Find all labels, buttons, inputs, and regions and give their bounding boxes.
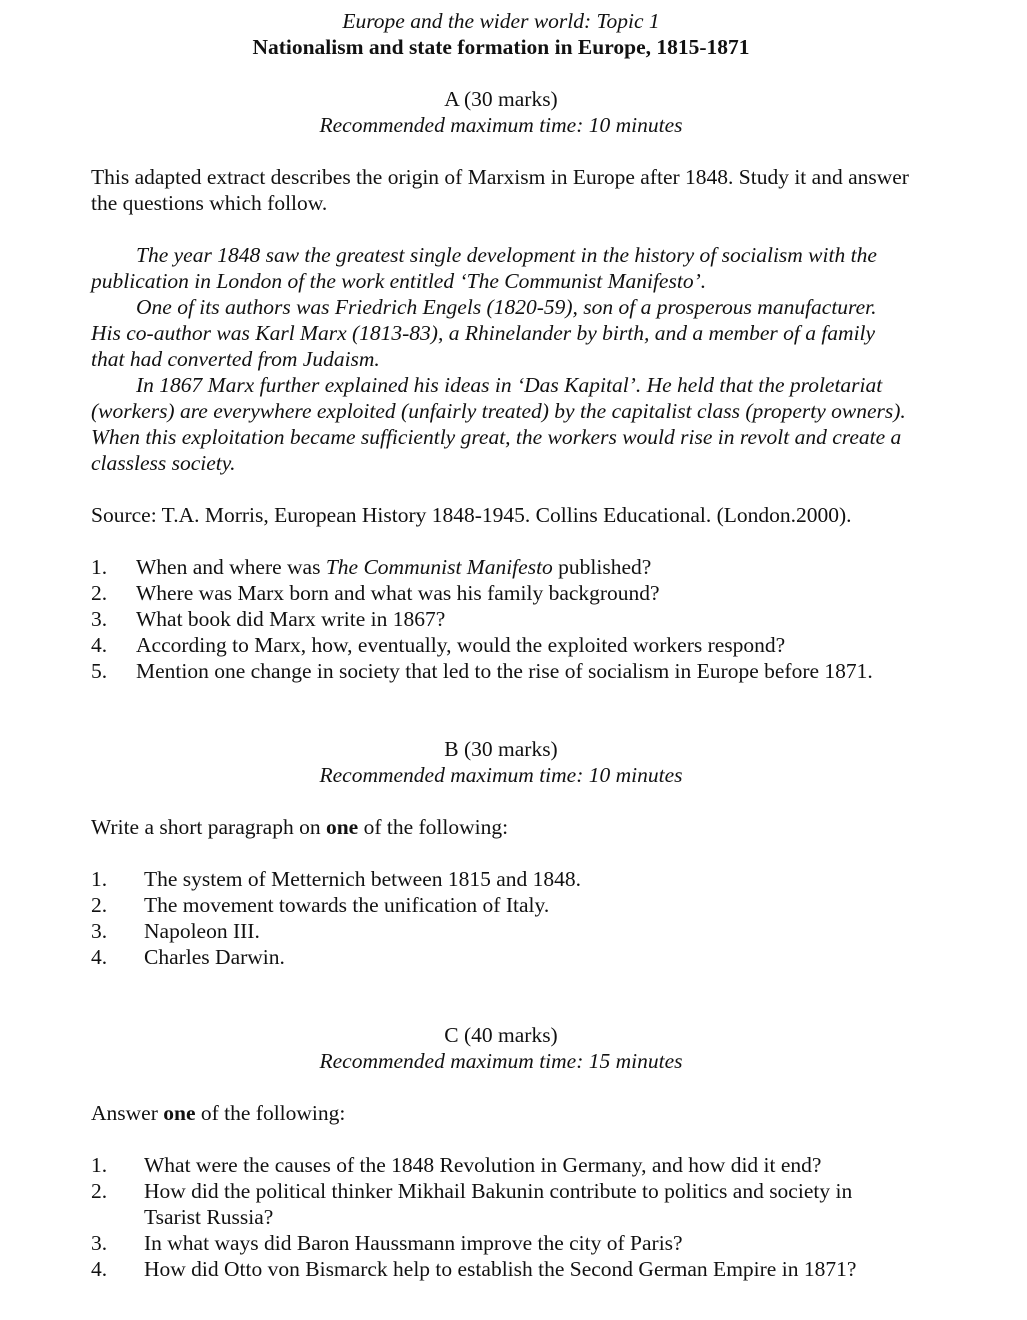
section-c-heading: C (40 marks) (444, 1023, 558, 1047)
section-b-topics (91, 866, 911, 970)
list-item (91, 866, 911, 892)
question-number: 2. (91, 581, 108, 605)
item-number: 3. (91, 1231, 108, 1255)
section-c-time: Recommended maximum time: 15 minutes (319, 1049, 683, 1073)
item-text: The system of Metternich between 1815 and 1848. (144, 867, 582, 891)
question-text: When and where was The Communist Manifesto published? (136, 555, 652, 579)
item-text: How did the political thinker Mikhail Bakunin contribute to politics and society in Tsarist Russia? (144, 1179, 853, 1229)
section-c-questions (91, 1152, 911, 1282)
list-item (91, 554, 911, 580)
question-text: What book did Marx write in 1867? (136, 607, 446, 631)
item-number: 1. (91, 1153, 108, 1177)
item-number: 1. (91, 867, 108, 891)
question-text: According to Marx, how, eventually, would the exploited workers respond? (136, 633, 786, 657)
list-item (91, 1256, 911, 1282)
question-number: 4. (91, 633, 108, 657)
list-item (91, 1230, 911, 1256)
item-number: 2. (91, 893, 108, 917)
topic-heading: Europe and the wider world: Topic 1 (342, 9, 660, 33)
item-number: 4. (91, 1257, 108, 1281)
question-text: Where was Marx born and what was his family background? (136, 581, 660, 605)
list-item (91, 632, 911, 658)
list-item (91, 944, 911, 970)
list-item (91, 606, 911, 632)
list-item (91, 1152, 911, 1178)
section-a-intro: This adapted extract describes the origin of Marxism in Europe after 1848. Study it and answer the questions which follow. (91, 165, 909, 215)
item-text: Napoleon III. (144, 919, 260, 943)
question-text: Mention one change in society that led to the rise of socialism in Europe before 1871. (136, 659, 873, 683)
item-text: What were the causes of the 1848 Revolution in Germany, and how did it end? (144, 1153, 822, 1177)
section-a-time: Recommended maximum time: 10 minutes (319, 113, 683, 137)
section-a-questions (91, 554, 911, 684)
question-number: 5. (91, 659, 108, 683)
item-text: The movement towards the unification of Italy. (144, 893, 550, 917)
exam-page (91, 8, 911, 1282)
list-item (91, 658, 911, 684)
extract-paragraph: In 1867 Marx further explained his ideas in ‘Das Kapital’. He held that the proletariat (workers) are everywhere exploited (unfairly treated) by the capitalist class (property owners). When this exploitation became sufficiently great, the workers would rise in revolt and create a classless society. (91, 373, 906, 475)
source-citation: Source: T.A. Morris, European History 1848-1945. Collins Educational. (London.2000). (91, 503, 852, 527)
list-item (91, 1178, 911, 1230)
section-c-intro: Answer one of the following: (91, 1101, 346, 1125)
item-text: In what ways did Baron Haussmann improve the city of Paris? (144, 1231, 683, 1255)
book-title: The Communist Manifesto (325, 555, 553, 579)
source-extract (91, 242, 911, 476)
item-text: Charles Darwin. (144, 945, 285, 969)
section-b-intro: Write a short paragraph on one of the following: (91, 815, 509, 839)
item-number: 4. (91, 945, 108, 969)
item-number: 3. (91, 919, 108, 943)
question-number: 3. (91, 607, 108, 631)
section-a-heading: A (30 marks) (444, 87, 558, 111)
extract-paragraph: One of its authors was Friedrich Engels (1820-59), son of a prosperous manufacturer. His co-author was Karl Marx (1813-83), a Rhinelander by birth, and a member of a family that had converted from Judaism. (91, 295, 877, 371)
section-b-heading: B (30 marks) (444, 737, 558, 761)
list-item (91, 918, 911, 944)
list-item (91, 892, 911, 918)
item-number: 2. (91, 1179, 108, 1203)
page-title: Nationalism and state formation in Europe, 1815-1871 (252, 35, 750, 59)
section-b-time: Recommended maximum time: 10 minutes (319, 763, 683, 787)
question-number: 1. (91, 555, 108, 579)
item-text: How did Otto von Bismarck help to establish the Second German Empire in 1871? (144, 1257, 857, 1281)
list-item (91, 580, 911, 606)
extract-paragraph: The year 1848 saw the greatest single development in the history of socialism with the publication in London of the work entitled ‘The Communist Manifesto’. (91, 243, 877, 293)
